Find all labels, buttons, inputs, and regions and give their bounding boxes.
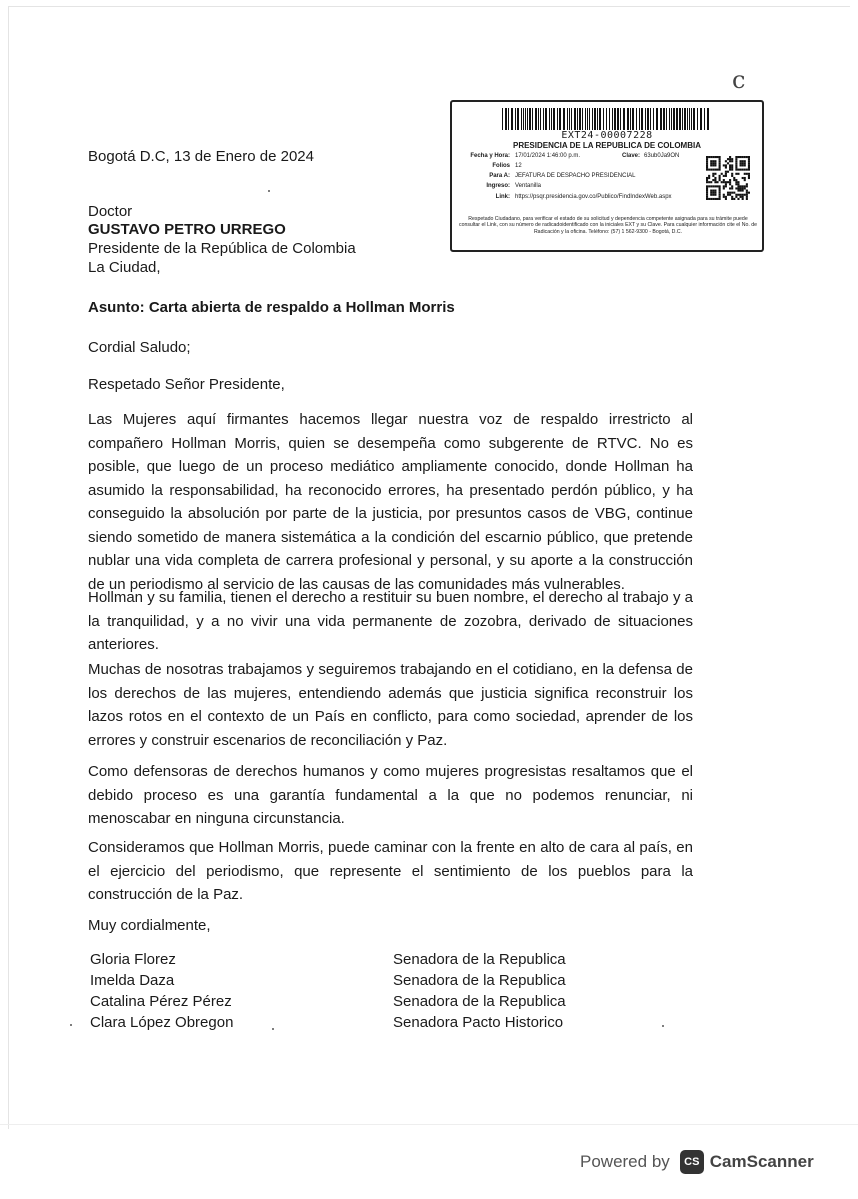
camscanner-watermark: [580, 1150, 814, 1174]
greeting-cordial: Cordial Saludo;: [88, 339, 191, 356]
scan-speck: [272, 1028, 274, 1030]
recipient-title: Doctor: [88, 203, 133, 220]
barcode-icon: [502, 108, 712, 130]
reception-stamp: [450, 100, 764, 252]
stamp-radicado-code: EXT24-00007228: [561, 130, 653, 141]
recipient-role: Presidente de la República de Colombia: [88, 240, 356, 257]
footer-divider: [0, 1124, 858, 1125]
stamp-field-ingreso: Ingreso: Ventanilla: [486, 183, 542, 189]
letter-subject: Asunto: Carta abierta de respaldo a Hollman Morris: [88, 299, 455, 316]
recipient-name: GUSTAVO PETRO URREGO: [88, 221, 286, 238]
signatory-name: Gloria Florez: [90, 951, 176, 968]
letter-date: Bogotá D.C, 13 de Enero de 2024: [88, 148, 314, 165]
stamp-field-folios: Folios 12: [492, 163, 522, 169]
stamp-field-link: Link: https://psqr.presidencia.gov.co/Publico/FindIndexWeb.aspx: [495, 194, 672, 200]
camscanner-name: CamScanner: [709, 1152, 814, 1171]
paragraph-3: Muchas de nosotras trabajamos y seguiremos trabajando en el cotidiano, en la defensa de los derechos de las mujeres, entendiendo además que justicia significa reconstruir los lazos rotos en el contexto de un País en conflicto, para como sociedad, aprender de los errores y construir escenarios de reconciliación y Paz.: [88, 661, 693, 749]
scan-edge-left: [8, 6, 9, 1129]
handwritten-mark: c: [732, 66, 746, 94]
signatory-name: Clara López Obregon: [90, 1014, 234, 1031]
scan-edge-top: [8, 6, 850, 7]
stamp-entity: PRESIDENCIA DE LA REPUBLICA DE COLOMBIA: [512, 141, 701, 150]
stamp-field-fecha: Fecha y Hora: 17/01/2024 1:46:00 p.m.: [470, 153, 581, 159]
stamp-field-clave: Clave: 63ub0Ja9ON: [622, 153, 680, 159]
stamp-field-para: Para A: JEFATURA DE DESPACHO PRESIDENCIAL: [489, 173, 636, 179]
paragraph-1: Las Mujeres aquí firmantes hacemos llegar nuestra voz de respaldo irrestricto al compañero Hollman Morris, quien se desempeña como subgerente de RTVC. No es posible, que luego de un proceso mediático ampliamente conocido, donde Hollman ha asumido la responsabilidad, ha reconocido errores, ha presentado perdón público, y ha conseguido la absolución por parte de la justicia, por presuntos casos de VBG, continue siendo sometido de manera sistemática a la condición del escarnio público, que pretende nublar una vida completa de carrera profesional y personal, y su aporte a la construcción de un periodismo al servicio de las causas de las comunidades más vulnerables.: [88, 411, 693, 593]
greeting-president: Respetado Señor Presidente,: [88, 376, 285, 393]
recipient-city: La Ciudad,: [88, 259, 161, 276]
stamp-note: Respetado Ciudadano, para verificar el estado de su solicitud y dependencia competente asignada para su trámite puede consultar el Link, con su número de radicadoidentificado con la iniciales EXT y su Clave. Para cualquier información cite el No. de Radicación y la oficina. Teléfono: (57) 1 562-9300 - Bogotá, D.C.: [458, 216, 758, 235]
signatory-role: Senadora de la Republica: [393, 972, 566, 989]
powered-by-label: Powered by: [580, 1152, 670, 1171]
qr-code-icon: [706, 156, 750, 200]
camscanner-logo-icon: CS: [680, 1150, 704, 1174]
signatory-name: Imelda Daza: [90, 972, 175, 989]
scan-speck: [662, 1025, 664, 1027]
paragraph-2: Hollman y su familia, tienen el derecho a restituir su buen nombre, el derecho al trabajo y a la tranquilidad, y a no vivir una vida permanente de zozobra, derivado de situaciones anteriores.: [88, 589, 693, 653]
letter-closing: Muy cordialmente,: [88, 917, 211, 934]
signatory-name: Catalina Pérez Pérez: [90, 993, 232, 1010]
scan-speck: [268, 190, 270, 192]
paragraph-5: Consideramos que Hollman Morris, puede caminar con la frente en alto de cara al país, en el ejercicio del periodismo, que represente el sentimiento de los pueblos para la construcción de la Paz.: [88, 839, 693, 903]
signatory-role: Senadora de la Republica: [393, 951, 566, 968]
scan-speck: [70, 1024, 72, 1026]
paragraph-4: Como defensoras de derechos humanos y como mujeres progresistas resaltamos que el debido proceso es una garantía fundamental a la que no podemos renunciar, ni menoscabar en ninguna circunstancia.: [88, 763, 693, 827]
signatory-role: Senadora de la Republica: [393, 993, 566, 1010]
signatory-role: Senadora Pacto Historico: [393, 1014, 564, 1031]
